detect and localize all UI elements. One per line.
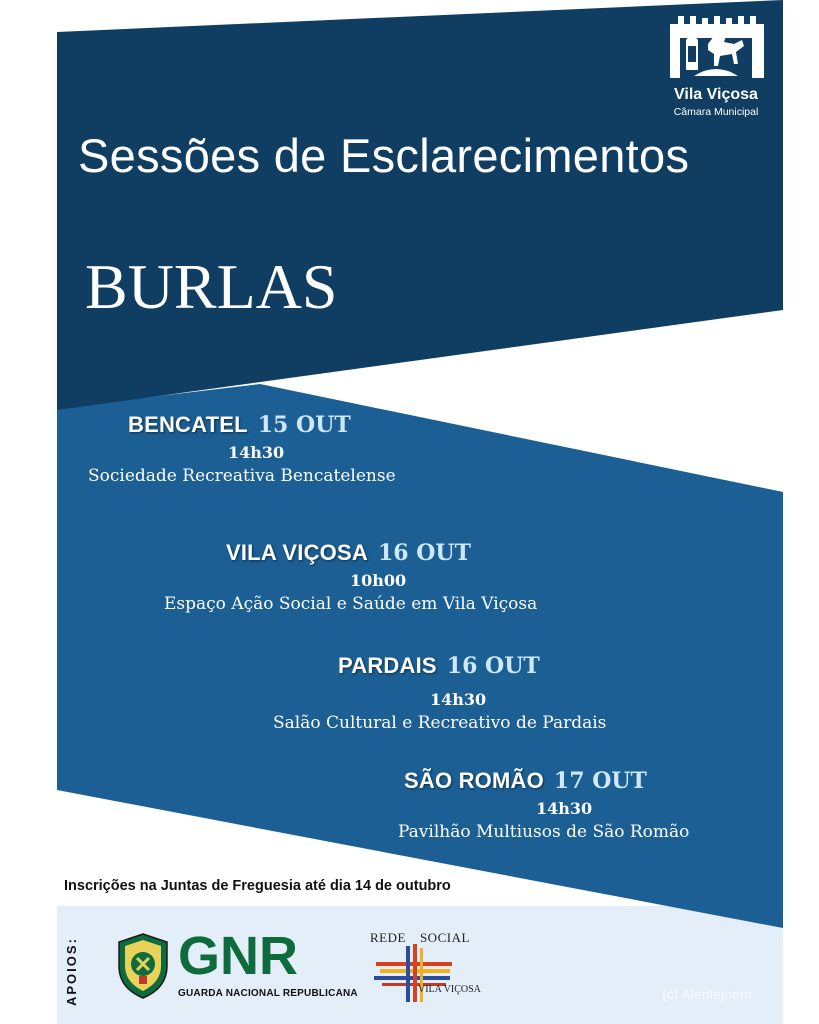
session-bencatel bbox=[88, 410, 396, 486]
session-venue: Salão Cultural e Recreativo de Pardais bbox=[273, 713, 607, 733]
logo-name: Vila Viçosa bbox=[674, 86, 758, 103]
woven-cross-icon bbox=[372, 944, 456, 1004]
registration-note: Inscrições na Juntas de Freguesia até dia 14 de outubro bbox=[64, 878, 451, 894]
session-place: PARDAIS bbox=[338, 653, 437, 678]
session-pardais bbox=[273, 651, 607, 733]
rede-word: REDE bbox=[370, 930, 406, 945]
session-date: 16 OUT bbox=[377, 540, 471, 566]
session-venue: Espaço Ação Social e Saúde em Vila Viçosa bbox=[164, 594, 538, 614]
logo-subtitle: Câmara Municipal bbox=[673, 106, 759, 118]
session-heading bbox=[338, 651, 606, 682]
session-venue: Sociedade Recreativa Bencatelense bbox=[88, 466, 396, 486]
subject-heading: BURLAS bbox=[85, 251, 338, 322]
session-place: VILA VIÇOSA bbox=[226, 540, 368, 565]
session-heading bbox=[128, 410, 396, 441]
session-venue: Pavilhão Multiusos de São Romão bbox=[398, 822, 690, 842]
gnr-wordmark: GNR bbox=[178, 926, 298, 986]
session-time: 14h30 bbox=[430, 690, 487, 709]
session-vila-vicosa bbox=[164, 538, 538, 614]
session-heading bbox=[404, 766, 689, 797]
session-time: 10h00 bbox=[350, 571, 407, 590]
municipality-logo bbox=[664, 10, 772, 120]
session-date: 16 OUT bbox=[446, 653, 540, 679]
rede-social-place: VILA VIÇOSA bbox=[418, 984, 481, 995]
rede-social-logo bbox=[370, 930, 500, 1006]
session-date: 17 OUT bbox=[553, 768, 647, 794]
session-sao-romao bbox=[398, 766, 690, 842]
session-time: 14h30 bbox=[536, 799, 593, 818]
gnr-full-name: GUARDA NACIONAL REPUBLICANA bbox=[178, 988, 358, 999]
session-date: 15 OUT bbox=[257, 412, 351, 438]
support-label: APOIOS: bbox=[64, 937, 79, 1006]
session-time: 14h30 bbox=[228, 443, 285, 462]
session-place: SÃO ROMÃO bbox=[404, 768, 544, 793]
social-word: SOCIAL bbox=[419, 930, 470, 945]
session-heading bbox=[226, 538, 537, 569]
castle-horseman-crest-icon bbox=[668, 10, 764, 82]
gnr-crest-icon bbox=[115, 932, 171, 1000]
session-place: BENCATEL bbox=[128, 412, 248, 437]
page-title: Sessões de Esclarecimentos bbox=[78, 129, 690, 182]
watermark: (c) Alentejoem bbox=[662, 986, 752, 1002]
